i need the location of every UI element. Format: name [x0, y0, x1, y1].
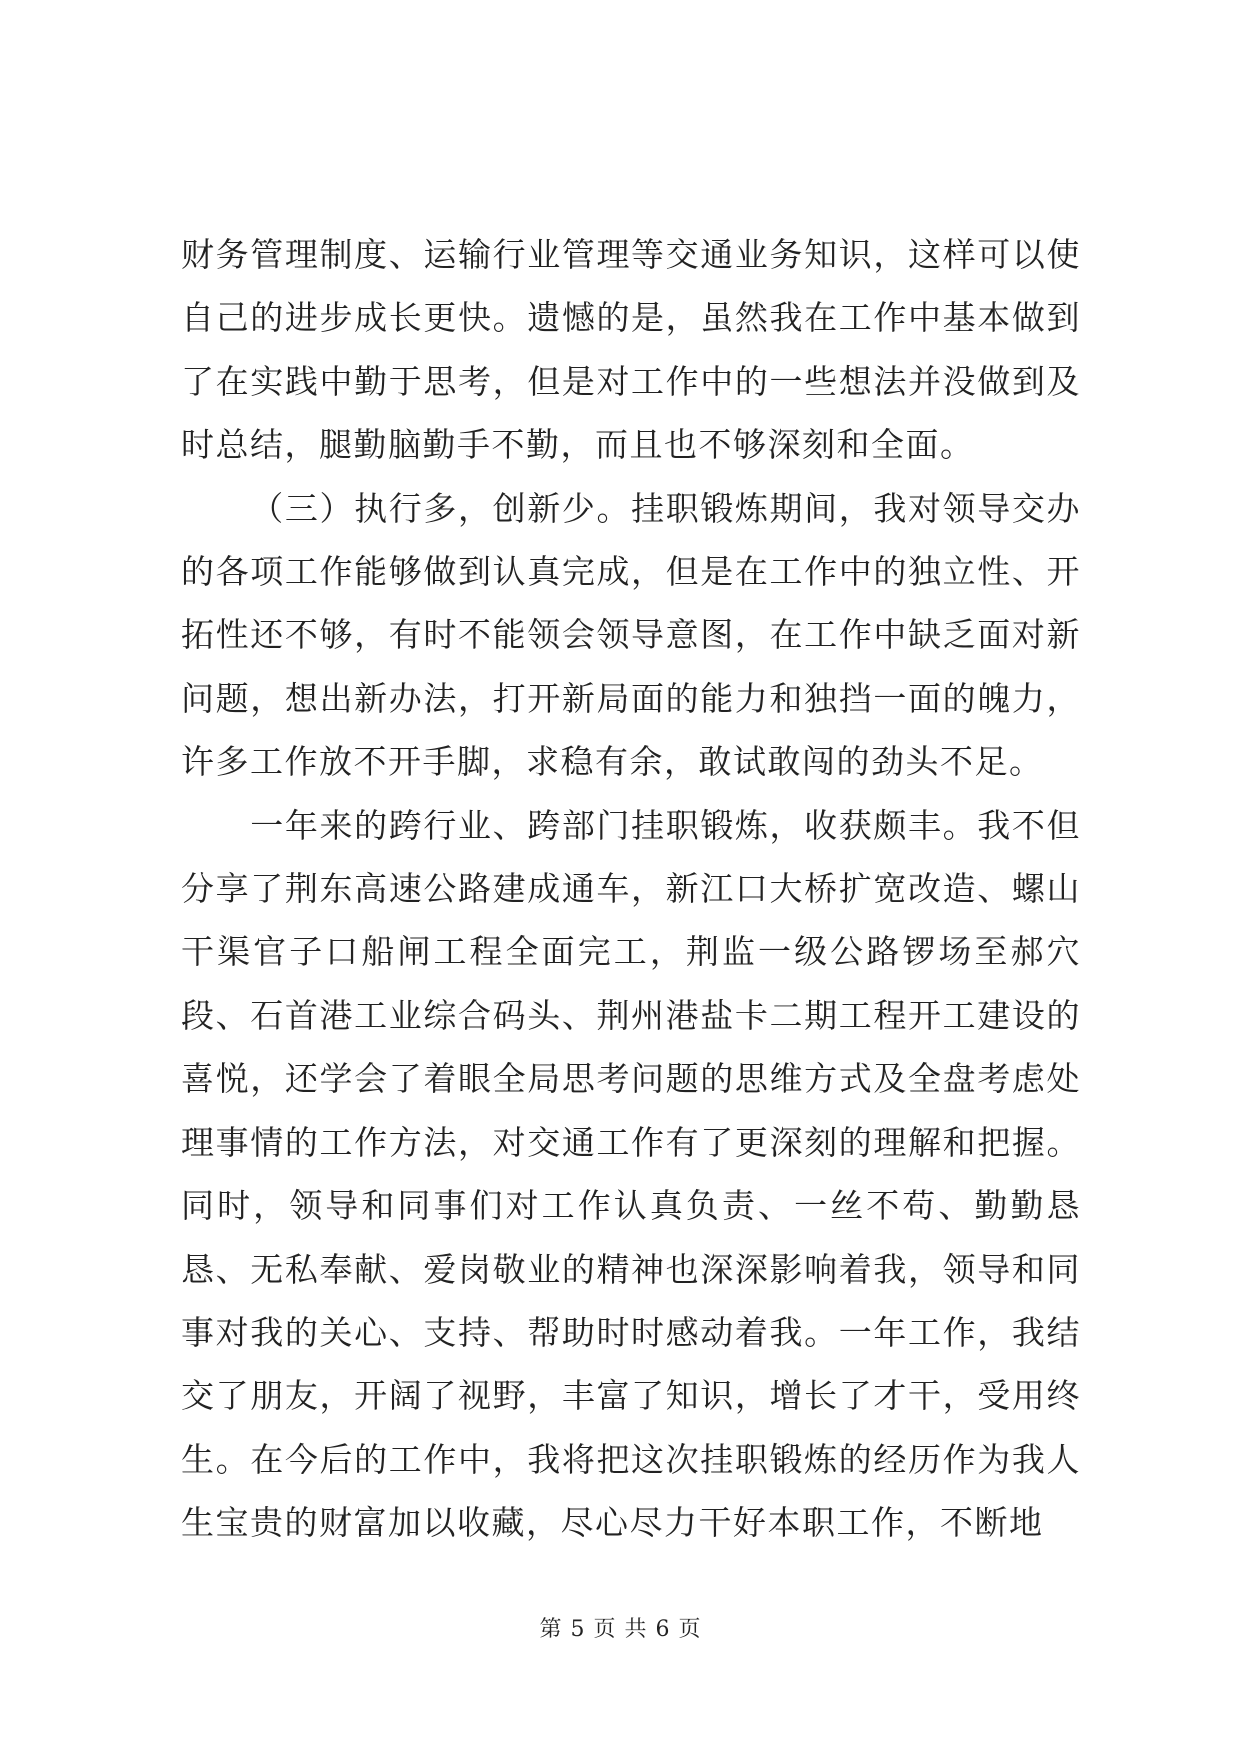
page-number-footer: 第 5 页 共 6 页: [539, 1617, 702, 1642]
paragraph-continuation: 财务管理制度、运输行业管理等交通业务知识，这样可以使自己的进步成长更快。遗憾的是，虽然我在工作中基本做到了在实践中勤于思考，但是对工作中的一些想法并没做到及时总结，腿勤脑勤手不勤，而且也不够深刻和全面。: [181, 235, 1081, 465]
body-text: [181, 223, 1081, 1555]
paragraph-section-three: （三）执行多，创新少。挂职锻炼期间，我对领导交办的各项工作能够做到认真完成，但是在工作中的独立性、开拓性还不够，有时不能领会领导意图，在工作中缺乏面对新问题，想出新办法，打开新局面的能力和独挡一面的魄力，许多工作放不开手脚，求稳有余，敢试敢闯的劲头不足。: [181, 488, 1081, 782]
paragraph-summary: 一年来的跨行业、跨部门挂职锻炼，收获颇丰。我不但分享了荆东高速公路建成通车，新江口大桥扩宽改造、螺山干渠官子口船闸工程全面完工，荆监一级公路锣场至郝穴段、石首港工业综合码头、荆州港盐卡二期工程开工建设的喜悦，还学会了着眼全局思考问题的思维方式及全盘考虑处理事情的工作方法，对交通工作有了更深刻的理解和把握。同时，领导和同事们对工作认真负责、一丝不苟、勤勤恳恳、无私奉献、爱岗敬业的精神也深深影响着我，领导和同事对我的关心、支持、帮助时时感动着我。一年工作，我结交了朋友，开阔了视野，丰富了知识，增长了才干，受用终生。在今后的工作中，我将把这次挂职锻炼的经历作为我人生宝贵的财富加以收藏，尽心尽力干好本职工作，不断地: [181, 805, 1081, 1543]
